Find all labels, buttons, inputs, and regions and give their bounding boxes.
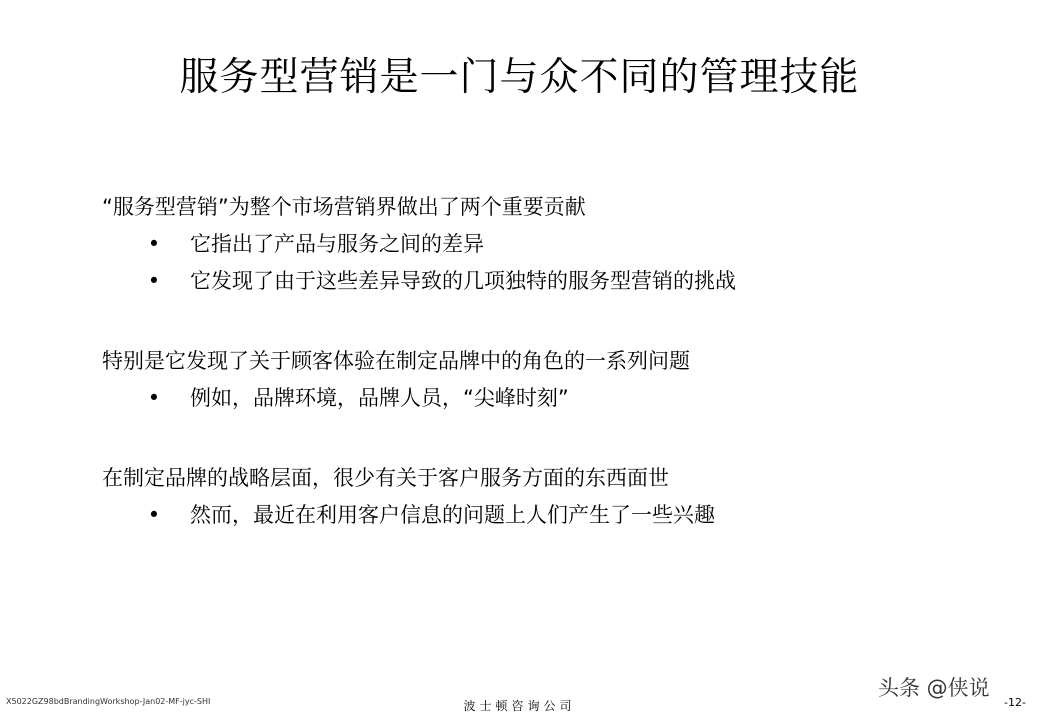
bullet-text: 然而，最近在利用客户信息的问题上人们产生了一些兴趣 (190, 503, 715, 527)
section-heading: 在制定品牌的战略层面，很少有关于客户服务方面的东西面世 (102, 466, 669, 490)
bullet-text: 它发现了由于这些差异导致的几项独特的服务型营销的挑战 (190, 269, 736, 293)
section-heading: 特别是它发现了关于顾客体验在制定品牌中的角色的一系列问题 (102, 349, 690, 373)
bullet-icon: • (147, 232, 161, 256)
page-number: -12- (1004, 696, 1026, 709)
section-contributions (102, 189, 736, 300)
footer-company-name: 波士顿咨询公司 (463, 699, 576, 713)
section-customer-experience (102, 343, 690, 417)
bullet-icon: • (147, 386, 161, 410)
bullet-icon: • (147, 503, 161, 527)
bullet-item (102, 497, 715, 534)
section-strategy (102, 460, 715, 534)
bullet-item (102, 263, 736, 300)
bullet-icon: • (147, 269, 161, 293)
bullet-text: 它指出了产品与服务之间的差异 (190, 232, 484, 256)
section-heading: “服务型营销”为整个市场营销界做出了两个重要贡献 (102, 195, 586, 219)
slide-title: 服务型营销是一门与众不同的管理技能 (179, 55, 860, 100)
footer-file-reference: X5022GZ98bdBrandingWorkshop-Jan02-MF-jyc-SHI (6, 697, 211, 706)
bullet-item (102, 226, 736, 263)
bullet-item (102, 380, 690, 417)
watermark: 头条 @侠说 (878, 676, 990, 700)
bullet-text: 例如，品牌环境，品牌人员，“尖峰时刻” (190, 386, 569, 410)
